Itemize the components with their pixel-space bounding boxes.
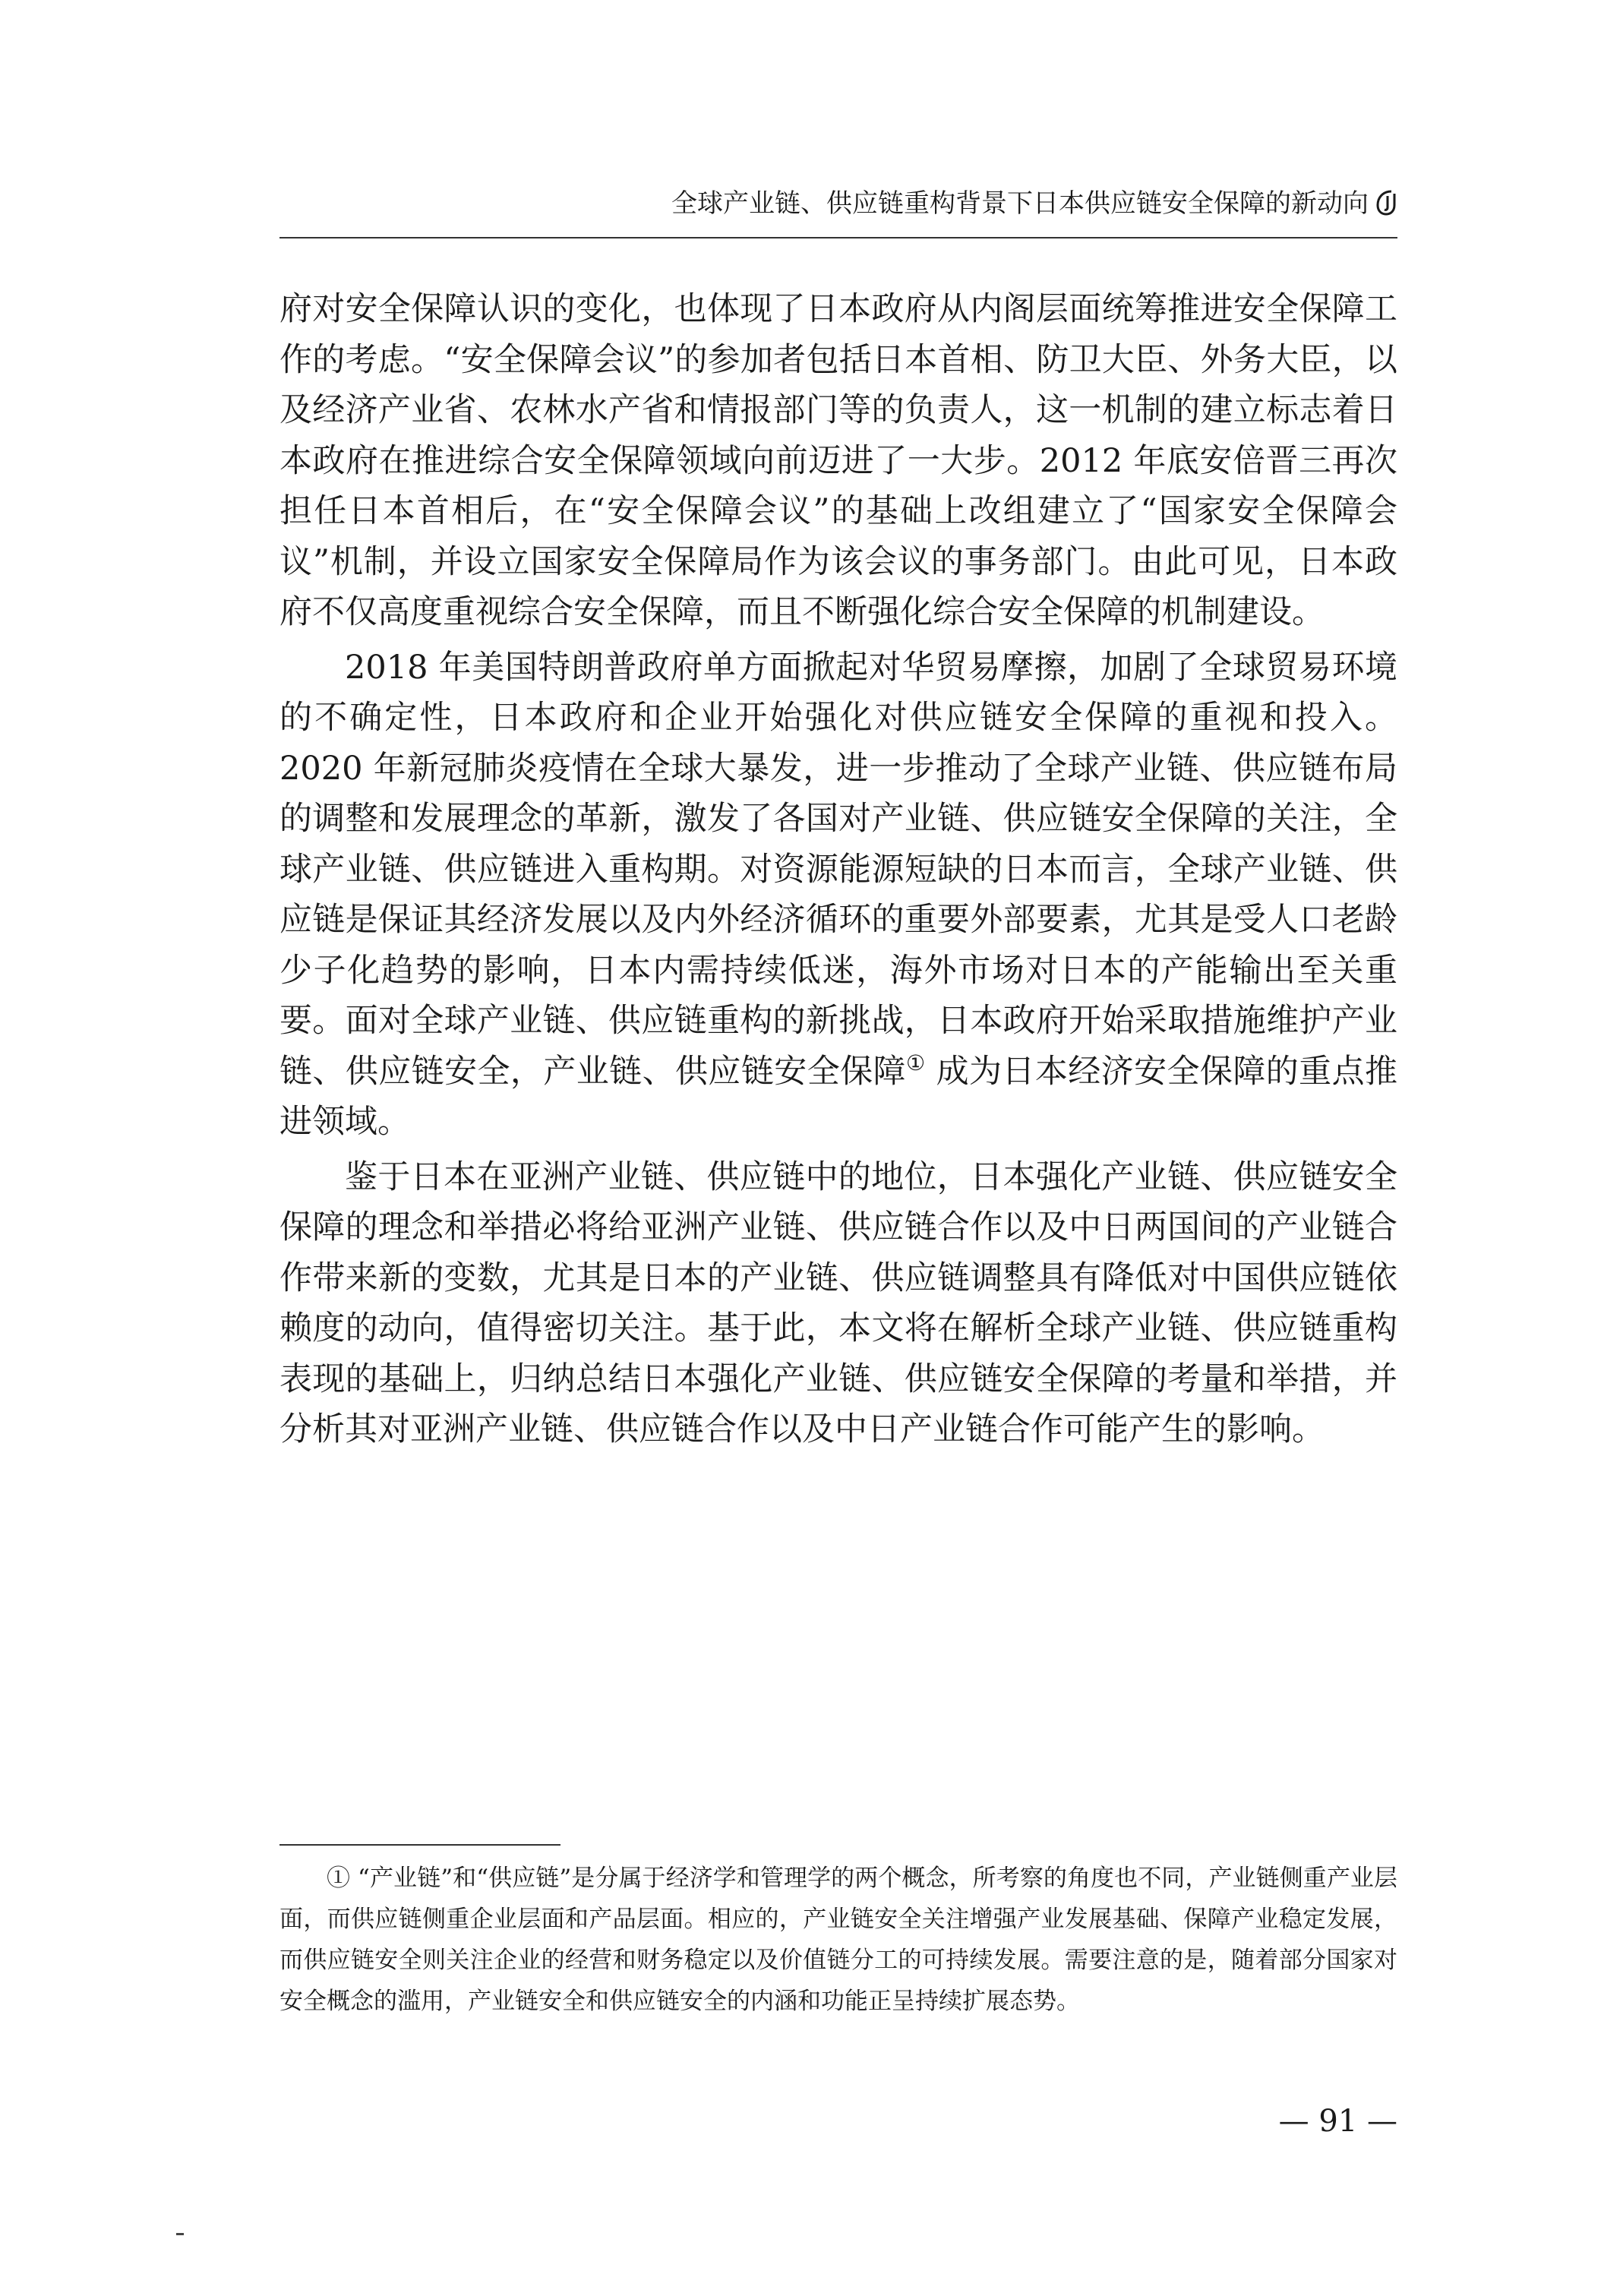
footnote (279, 1858, 1397, 2022)
paragraph-3: 鉴于日本在亚洲产业链、供应链中的地位，日本强化产业链、供应链安全保障的理念和举措必将给亚洲产业链、供应链合作以及中日两国间的产业链合作带来新的变数，尤其是日本的产业链、供应链调整具有降低对中国供应链依赖度的动向，值得密切关注。基于此，本文将在解析全球产业链、供应链重构表现的基础上，归纳总结日本强化产业链、供应链安全保障的考量和举措，并分析其对亚洲产业链、供应链合作以及中日产业链合作可能产生的影响。 (279, 1157, 1397, 1448)
footnote-reference[interactable]: ① (905, 1050, 926, 1075)
running-title: 全球产业链、供应链重构背景下日本供应链安全保障的新动向 (671, 188, 1369, 219)
paragraph-2: 2018 年美国特朗普政府单方面掀起对华贸易摩擦，加剧了全球贸易环境的不确定性，日本政府和企业开始强化对供应链安全保障的重视和投入。2020 年新冠肺炎疫情在全球大暴发，进一步推动了全球产业链、供应链布局的调整和发展理念的革新，激发了各国对产业链、供应链安全保障的关注，全球产业链、供应链进入重构期。对资源能源短缺的日本而言，全球产业链、供应链是保证其经济发展以及内外经济循环的重要外部要素，尤其是受人口老龄少子化趋势的影响，日本内需持续低迷，海外市场对日本的产能输出至关重要。面对全球产业链、供应链重构的新挑战，日本政府开始采取措施维护产业链、供应链安全，产业链、供应链安全保障① 成为日本经济安全保障的重点推进领域。 (279, 648, 1398, 1141)
journal-logo-icon (1375, 189, 1397, 216)
article-body (279, 284, 1397, 1460)
footnote-marker: ① (327, 1865, 351, 1892)
paragraph-1: 府对安全保障认识的变化，也体现了日本政府从内阁层面统筹推进安全保障工作的考虑。“安全保障会议”的参加者包括日本首相、防卫大臣、外务大臣，以及经济产业省、农林水产省和情报部门等的负责人，这一机制的建立标志着日本政府在推进综合安全保障领域向前迈进了一大步。2012 年底安倍晋三再次担任日本首相后，在“安全保障会议”的基础上改组建立了“国家安全保障会议”机制，并设立国家安全保障局作为该会议的事务部门。由此可见，日本政府不仅高度重视综合安全保障，而且不断强化综合安全保障的机制建设。 (279, 290, 1397, 631)
footnote-text: “产业链”和“供应链”是分属于经济学和管理学的两个概念，所考察的角度也不同，产业链侧重产业层面，而供应链侧重企业层面和产品层面。相应的，产业链安全关注增强产业发展基础、保障产业稳定发展，而供应链安全则关注企业的经营和财务稳定以及价值链分工的可持续发展。需要注意的是，随着部分国家对安全概念的滥用，产业链安全和供应链安全的内涵和功能正呈持续扩展态势。 (279, 1865, 1398, 2015)
corner-mark (176, 2233, 184, 2235)
header-divider (279, 237, 1397, 238)
footnote-divider (279, 1844, 560, 1846)
page-number: — 91 — (1278, 2104, 1397, 2139)
running-header (279, 185, 1397, 222)
